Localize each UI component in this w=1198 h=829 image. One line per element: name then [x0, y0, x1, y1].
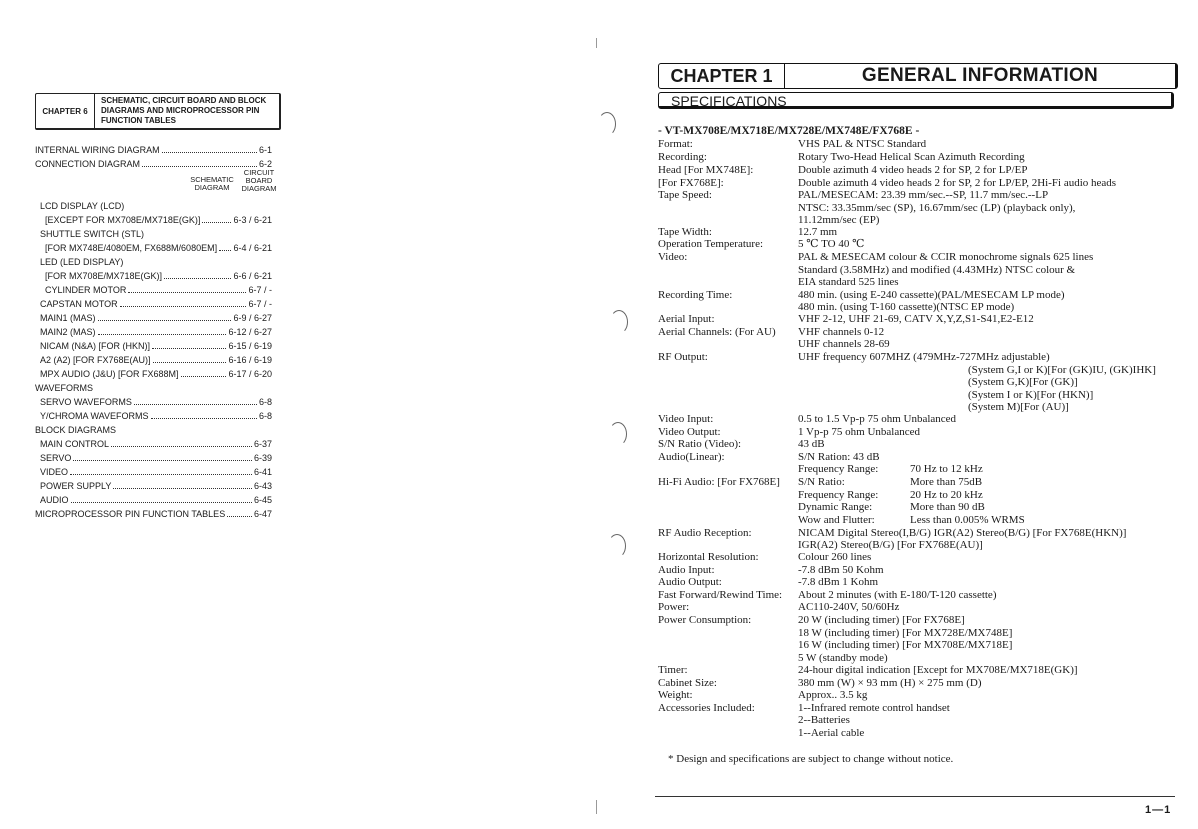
- toc-leader: [111, 437, 252, 447]
- spec-label: Head [For MX748E]:: [658, 164, 754, 176]
- spec-subvalue: 20 Hz to 20 kHz: [910, 489, 983, 501]
- spec-subvalue: Less than 0.005% WRMS: [910, 514, 1025, 526]
- spec-value: (System I or K)[For (HKN)]: [968, 389, 1094, 401]
- spec-label: RF Output:: [658, 351, 708, 363]
- spec-subvalue: More than 90 dB: [910, 501, 985, 513]
- toc-leader: [98, 311, 232, 321]
- column-header-schematic: SCHEMATIC DIAGRAM: [190, 175, 234, 192]
- toc-entry: [35, 143, 272, 157]
- spec-value: Wow and Flutter:: [798, 514, 875, 526]
- toc-entry-page: 6-47: [253, 509, 272, 519]
- spec-value: S/N Ratio:: [798, 476, 845, 488]
- toc-entry-page: 6-37: [253, 439, 272, 449]
- toc-entry-page: 6-17 / 6-20: [228, 369, 272, 379]
- toc-entry-title: [EXCEPT FOR MX708E/MX718E(GK)]: [45, 215, 201, 225]
- binding-mark: [610, 310, 628, 334]
- spec-label: Tape Width:: [658, 226, 712, 238]
- toc-leader: [202, 213, 231, 223]
- spec-value: UHF channels 28-69: [798, 338, 890, 350]
- toc-entry: [40, 199, 272, 213]
- toc-entry-page: 6-9 / 6-27: [233, 313, 272, 323]
- spec-value: 2--Batteries: [798, 714, 850, 726]
- toc-entry-title: MICROPROCESSOR PIN FUNCTION TABLES: [35, 509, 226, 519]
- chapter-6-title-line: FUNCTION TABLES: [101, 116, 176, 125]
- toc-entry-title: VIDEO: [40, 467, 69, 477]
- spec-value: VHS PAL & NTSC Standard: [798, 138, 927, 150]
- spec-label: Power:: [658, 601, 690, 613]
- toc-entry: [35, 507, 272, 521]
- toc-entry-page: 6-4 / 6-21: [233, 243, 272, 253]
- toc-entry-page: 6-1: [258, 145, 272, 155]
- spec-value: Frequency Range:: [798, 489, 879, 501]
- toc-entry-title: WAVEFORMS: [35, 383, 93, 393]
- column-header-circuit-board: CIRCUIT BOARD DIAGRAM: [241, 168, 277, 193]
- spec-value: 1--Infrared remote control handset: [798, 702, 950, 714]
- spec-value: Frequency Range:: [798, 463, 879, 475]
- toc-entry-title: Y/CHROMA WAVEFORMS: [40, 411, 149, 421]
- section-header: SPECIFICATIONS: [658, 92, 1174, 109]
- spec-label: Hi-Fi Audio: [For FX768E]: [658, 476, 780, 488]
- chapter-1-header: [658, 63, 1178, 89]
- toc-entry: [40, 395, 272, 409]
- toc-entry-page: 6-43: [253, 481, 272, 491]
- spec-label: Audio Input:: [658, 564, 715, 576]
- spec-value: Double azimuth 4 video heads 2 for SP, 2 for LP/EP, 2Hi-Fi audio heads: [798, 177, 1117, 189]
- spec-value: 20 W (including timer) [For FX768E]: [798, 614, 965, 626]
- toc-entry: [40, 297, 272, 311]
- toc-entry: [35, 157, 272, 171]
- toc-entry-title: MAIN1 (MAS): [40, 313, 96, 323]
- spec-value: Approx.. 3.5 kg: [798, 689, 868, 701]
- toc-entry-page: 6-3 / 6-21: [233, 215, 272, 225]
- spec-label: Video Output:: [658, 426, 721, 438]
- toc-leader: [164, 269, 231, 279]
- toc-entry-page: 6-12 / 6-27: [228, 327, 272, 337]
- toc-entry-title: CYLINDER MOTOR: [45, 285, 127, 295]
- toc-entry-title: MAIN CONTROL: [40, 439, 110, 449]
- spec-label: S/N Ratio (Video):: [658, 438, 742, 450]
- spec-value: 480 min. (using T-160 cassette)(NTSC EP mode): [798, 301, 1015, 313]
- spec-label: Recording:: [658, 151, 707, 163]
- spec-value: Colour 260 lines: [798, 551, 872, 563]
- page-number: 1—1: [1145, 804, 1172, 816]
- toc-entry-title: SERVO: [40, 453, 72, 463]
- toc-entry: [40, 255, 272, 269]
- toc-entry-title: POWER SUPPLY: [40, 481, 112, 491]
- toc-entry-page: 6-41: [253, 467, 272, 477]
- toc-leader: [73, 451, 252, 461]
- spec-value: EIA standard 525 lines: [798, 276, 899, 288]
- toc-entry-page: 6-16 / 6-19: [228, 355, 272, 365]
- toc-entry: [40, 493, 272, 507]
- toc-entry: [40, 367, 272, 381]
- toc-leader: [142, 157, 257, 167]
- spec-value: UHF frequency 607MHZ (479MHz-727MHz adjustable): [798, 351, 1050, 363]
- toc-entry: [45, 241, 272, 255]
- spec-label: Fast Forward/Rewind Time:: [658, 589, 783, 601]
- spec-label: Aerial Channels: (For AU): [658, 326, 776, 338]
- toc-leader: [162, 143, 257, 153]
- toc-entry-page: 6-8: [258, 411, 272, 421]
- spec-value: Standard (3.58MHz) and modified (4.43MHz) NTSC colour &: [798, 264, 1076, 276]
- toc-entry-title: A2 (A2) [FOR FX768E(AU)]: [40, 355, 151, 365]
- footnote: * Design and specifications are subject to change without notice.: [668, 753, 954, 765]
- spec-label: Aerial Input:: [658, 313, 715, 325]
- toc-entry: [40, 227, 272, 241]
- binding-mark: [609, 422, 627, 446]
- spec-value: IGR(A2) Stereo(B/G) [For FX768E(AU)]: [798, 539, 983, 551]
- spec-value: 16 W (including timer) [For MX708E/MX718E]: [798, 639, 1013, 651]
- toc-entry-title: MAIN2 (MAS): [40, 327, 96, 337]
- spec-label: Recording Time:: [658, 289, 733, 301]
- toc-entry-title: LED (LED DISPLAY): [40, 257, 124, 267]
- spec-value: 43 dB: [798, 438, 825, 450]
- spec-value: About 2 minutes (with E-180/T-120 cassette): [798, 589, 997, 601]
- toc-entry-page: 6-8: [258, 397, 272, 407]
- toc-entry-title: CAPSTAN MOTOR: [40, 299, 118, 309]
- spec-value: S/N Ration: 43 dB: [798, 451, 880, 463]
- spec-value: PAL & MESECAM colour & CCIR monochrome signals 625 lines: [798, 251, 1094, 263]
- toc-entry: [40, 325, 272, 339]
- spec-subvalue: More than 75dB: [910, 476, 983, 488]
- toc-entry: [45, 213, 272, 227]
- spec-label: Accessories Included:: [658, 702, 755, 714]
- toc-entry: [40, 479, 272, 493]
- toc-leader: [113, 479, 252, 489]
- spec-label: Timer:: [658, 664, 688, 676]
- toc-entry-title: MPX AUDIO (J&U) [FOR FX688M]: [40, 369, 179, 379]
- spec-value: -7.8 dBm 1 Kohm: [798, 576, 879, 588]
- toc-entry: [40, 465, 272, 479]
- toc-entry: [45, 269, 272, 283]
- spec-label: Audio(Linear):: [658, 451, 725, 463]
- toc-leader: [98, 325, 227, 335]
- toc-leader: [134, 395, 257, 405]
- binding-mark: [598, 112, 616, 136]
- toc-entry-title: CONNECTION DIAGRAM: [35, 159, 141, 169]
- toc-entry: [40, 311, 272, 325]
- toc-entry-page: 6-39: [253, 453, 272, 463]
- spec-value: -7.8 dBm 50 Kohm: [798, 564, 884, 576]
- toc-entry-title: INTERNAL WIRING DIAGRAM: [35, 145, 160, 155]
- spec-value: Double azimuth 4 video heads 2 for SP, 2 for LP/EP: [798, 164, 1028, 176]
- spec-label: Power Consumption:: [658, 614, 752, 626]
- toc-entry: [40, 451, 272, 465]
- toc-entry-page: 6-45: [253, 495, 272, 505]
- toc-leader: [219, 241, 231, 251]
- toc-entry-page: 6-2: [258, 159, 272, 169]
- spec-value: 480 min. (using E-240 cassette)(PAL/MESECAM LP mode): [798, 289, 1065, 301]
- toc-entry-title: [FOR MX708E/MX718E(GK)]: [45, 271, 163, 281]
- toc-entry-title: [FOR MX748E/4080EM, FX688M/6080EM]: [45, 243, 218, 253]
- toc-entry: [40, 353, 272, 367]
- toc-entry-title: BLOCK DIAGRAMS: [35, 425, 117, 435]
- spec-value: VHF 2-12, UHF 21-69, CATV X,Y,Z,S1-S41,E2-E12: [798, 313, 1034, 325]
- chapter-number: CHAPTER 1: [659, 64, 785, 88]
- spec-label: Horizontal Resolution:: [658, 551, 759, 563]
- binding-tick: [596, 38, 597, 48]
- spec-value: PAL/MESECAM: 23.39 mm/sec.--SP, 11.7 mm/sec.--LP: [798, 189, 1049, 201]
- spec-value: 1 Vp-p 75 ohm Unbalanced: [798, 426, 920, 438]
- toc-entry-page: 6-15 / 6-19: [228, 341, 272, 351]
- toc-entry: [35, 381, 272, 395]
- spec-value: NTSC: 33.35mm/sec (SP), 16.67mm/sec (LP) (playback only),: [798, 202, 1076, 214]
- toc-entry: [40, 437, 272, 451]
- spec-value: 12.7 mm: [798, 226, 838, 238]
- spec-label: Operation Temperature:: [658, 238, 764, 250]
- toc-entry: [40, 409, 272, 423]
- spec-label: Cabinet Size:: [658, 677, 717, 689]
- chapter-6-title-line: SCHEMATIC, CIRCUIT BOARD AND BLOCK: [101, 96, 267, 105]
- chapter-title: GENERAL INFORMATION: [861, 65, 1099, 86]
- spec-value: 24-hour digital indication [Except for MX708E/MX718E(GK)]: [798, 664, 1078, 676]
- chapter-6-box: [35, 93, 281, 130]
- toc-entry-page: 6-7 / -: [248, 285, 272, 295]
- toc-leader: [152, 339, 226, 349]
- spec-label: RF Audio Reception:: [658, 527, 752, 539]
- toc-leader: [153, 353, 227, 363]
- toc-entry-title: AUDIO: [40, 495, 69, 505]
- toc-leader: [70, 465, 252, 475]
- chapter-6-title-line: DIAGRAMS AND MICROPROCESSOR PIN: [101, 106, 260, 115]
- toc-entry-title: SERVO WAVEFORMS: [40, 397, 132, 407]
- spec-subvalue: 70 Hz to 12 kHz: [910, 463, 983, 475]
- spec-value: 18 W (including timer) [For MX728E/MX748E]: [798, 627, 1013, 639]
- spec-label: Audio Output:: [658, 576, 722, 588]
- spec-label: [For FX768E]:: [658, 177, 724, 189]
- spec-value: 5 W (standby mode): [798, 652, 888, 664]
- spec-label: Video Input:: [658, 413, 714, 425]
- toc-entry-title: NICAM (N&A) [FOR (HKN)]: [40, 341, 150, 351]
- spec-value: AC110-240V, 50/60Hz: [798, 601, 900, 613]
- spec-value: Rotary Two-Head Helical Scan Azimuth Recording: [798, 151, 1025, 163]
- spec-label: Weight:: [658, 689, 693, 701]
- toc-entry-page: 6-6 / 6-21: [233, 271, 272, 281]
- toc-entry-title: SHUTTLE SWITCH (STL): [40, 229, 145, 239]
- spec-label: Video:: [658, 251, 688, 263]
- toc-entry-page: 6-7 / -: [248, 299, 272, 309]
- spec-value: 0.5 to 1.5 Vp-p 75 ohm Unbalanced: [798, 413, 957, 425]
- spec-value: VHF channels 0-12: [798, 326, 885, 338]
- chapter-6-title: [95, 94, 279, 128]
- toc-leader: [181, 367, 227, 377]
- spec-value: (System M)[For (AU)]: [968, 401, 1069, 413]
- chapter-6-label: CHAPTER 6: [36, 94, 95, 128]
- toc-leader: [71, 493, 252, 503]
- spec-value: (System G,K)[For (GK)]: [968, 376, 1078, 388]
- spec-value: 380 mm (W) × 93 mm (H) × 275 mm (D): [798, 677, 982, 689]
- toc-entry: [35, 423, 272, 437]
- toc-leader: [120, 297, 247, 307]
- spec-label: Format:: [658, 138, 693, 150]
- binding-mark: [608, 534, 626, 558]
- spec-value: 11.12mm/sec (EP): [798, 214, 880, 226]
- spec-value: 1--Aerial cable: [798, 727, 865, 739]
- toc-entry-title: LCD DISPLAY (LCD): [40, 201, 125, 211]
- binding-tick: [596, 800, 597, 814]
- spec-label: Tape Speed:: [658, 189, 712, 201]
- model-heading: - VT-MX708E/MX718E/MX728E/MX748E/FX768E -: [658, 125, 920, 137]
- spec-value: Dynamic Range:: [798, 501, 873, 513]
- spec-value: 5 ℃ TO 40 ℃: [798, 238, 865, 250]
- toc-entry: [45, 283, 272, 297]
- spec-value: (System G,I or K)[For (GK)IU, (GK)IHK]: [968, 364, 1156, 376]
- footer-rule: [655, 796, 1175, 797]
- toc-leader: [128, 283, 246, 293]
- toc-leader: [151, 409, 257, 419]
- toc-leader: [227, 507, 252, 517]
- toc-entry: [40, 339, 272, 353]
- spec-value: NICAM Digital Stereo(I,B/G) IGR(A2) Stereo(B/G) [For FX768E(HKN)]: [798, 527, 1127, 539]
